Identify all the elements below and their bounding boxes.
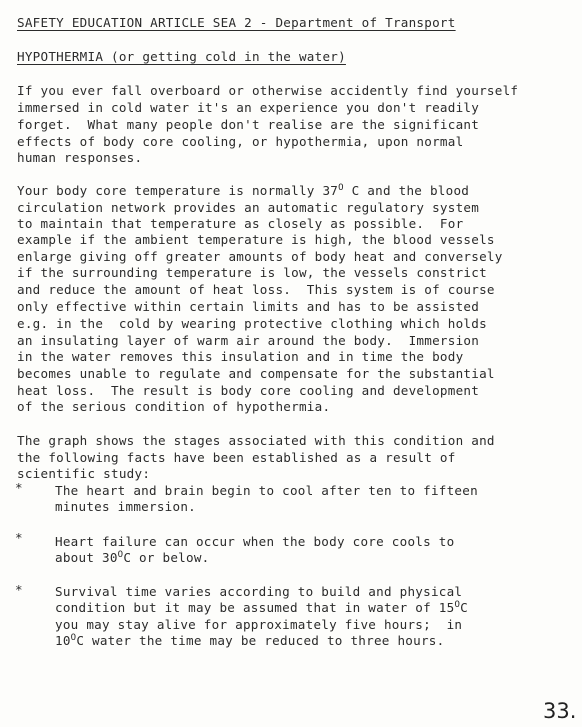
text-segment: C and the blood — [343, 183, 470, 198]
text-line — [55, 633, 444, 649]
text-line: you may stay alive for approximately five hours; in — [55, 617, 463, 632]
text-line: immersed in cold water it's an experience you don't readily — [17, 100, 480, 115]
text-segment: C or below. — [123, 550, 210, 565]
text-segment: 10 — [55, 633, 71, 648]
text-line: circulation network provides an automatic regulatory system — [17, 200, 480, 215]
bullet-marker: * — [15, 480, 23, 495]
text-line — [55, 550, 210, 566]
degree-mark: O — [70, 633, 77, 643]
text-line: of the serious condition of hypothermia. — [17, 399, 331, 414]
text-segment: Your body core temperature is normally 37 — [17, 183, 339, 198]
text-line: only effective within certain limits and has to be assisted — [17, 299, 480, 314]
text-line: The heart and brain begin to cool after ten to fifteen — [55, 483, 478, 498]
text-line: If you ever fall overboard or otherwise accidently find yourself — [17, 83, 519, 98]
degree-mark: O — [338, 183, 344, 193]
text-segment: C — [460, 600, 468, 615]
text-line — [17, 183, 469, 199]
text-line: and reduce the amount of heat loss. This system is of course — [17, 282, 495, 297]
text-line: to maintain that temperature as closely as possible. For — [17, 216, 464, 231]
text-segment: about 30 — [55, 550, 118, 565]
degree-mark: O — [117, 550, 124, 560]
text-line: e.g. in the cold by wearing protective clothing which holds — [17, 316, 487, 331]
text-line: heat loss. The result is body core cooling and development — [17, 383, 480, 398]
text-line: if the surrounding temperature is low, the vessels constrict — [17, 265, 487, 280]
text-line: example if the ambient temperature is high, the blood vessels — [17, 232, 495, 247]
text-line: Survival time varies according to build and physical — [55, 584, 463, 599]
article-subtitle: HYPOTHERMIA (or getting cold in the water) — [17, 49, 346, 64]
text-line: minutes immersion. — [55, 499, 196, 514]
text-segment: condition but it may be assumed that in water of 15 — [55, 600, 455, 615]
text-line: enlarge giving off greater amounts of body heat and conversely — [17, 249, 503, 264]
text-line: Heart failure can occur when the body core cools to — [55, 534, 455, 549]
text-line: effects of body core cooling, or hypothermia, upon normal — [17, 134, 464, 149]
degree-mark: O — [454, 600, 461, 610]
text-line: scientific study: — [17, 466, 151, 481]
text-line: forget. What many people don't realise are the significant — [17, 117, 480, 132]
text-line: the following facts have been established as a result of — [17, 450, 456, 465]
text-line: human responses. — [17, 150, 143, 165]
page-number: 33. — [543, 699, 577, 723]
text-line: becomes unable to regulate and compensate for the substantial — [17, 366, 495, 381]
text-line: The graph shows the stages associated with this condition and — [17, 433, 495, 448]
bullet-marker: * — [15, 582, 23, 597]
article-title: SAFETY EDUCATION ARTICLE SEA 2 - Department of Transport — [17, 15, 456, 30]
text-line: an insulating layer of warm air around the body. Immersion — [17, 333, 480, 348]
bullet-marker: * — [15, 530, 23, 545]
text-segment: C water the time may be reduced to three hours. — [76, 633, 445, 648]
text-line: in the water removes this insulation and in time the body — [17, 349, 464, 364]
text-line — [55, 600, 468, 616]
